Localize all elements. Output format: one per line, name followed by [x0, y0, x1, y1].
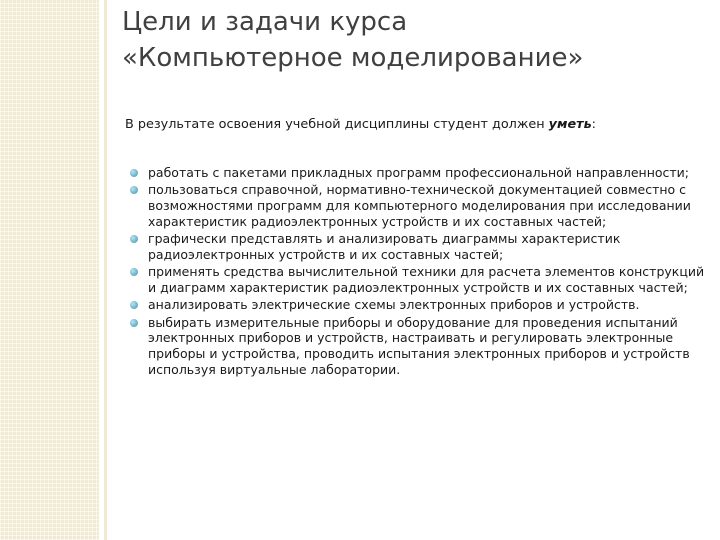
list-item — [130, 182, 705, 229]
list-item — [130, 264, 705, 296]
decorative-side-rule — [104, 0, 107, 540]
decorative-side-band — [0, 0, 99, 540]
list-item-text: выбирать измерительные приборы и оборудование для проведения испытаний электронных приборов и устройств, настраивать и регулировать электронные приборы и устройства, проводить испытания электронных приборов и устройств используя виртуальные лаборатории. — [148, 314, 690, 378]
list-item — [130, 315, 705, 378]
list-item-text: работать с пакетами прикладных программ профессиональной направленности; — [148, 165, 690, 180]
list-item — [130, 231, 705, 263]
bullet-dot-icon — [130, 301, 138, 309]
slide-title — [122, 4, 712, 76]
intro-emphasis: уметь — [548, 117, 592, 132]
list-item — [130, 165, 705, 181]
intro-suffix: : — [591, 117, 596, 132]
list-item-text: пользоваться справочной, нормативно-технической документацией совместно с возможностями программ для компьютерного моделирования при исследовании характеристик радиоэлектронных устройств и их составных частей; — [148, 182, 691, 229]
list-item-text: графически представлять и анализировать диаграммы характеристик радиоэлектронных устройств и их составных частей; — [148, 231, 621, 262]
intro-paragraph — [125, 116, 715, 134]
bullet-dot-icon — [130, 186, 138, 194]
list-item — [130, 297, 705, 313]
bullet-dot-icon — [130, 268, 138, 276]
intro-text: В результате освоения учебной дисциплины студент должен — [125, 117, 549, 132]
list-item-text: анализировать электрические схемы электронных приборов и устройств. — [148, 297, 640, 313]
title-line-2: «Компьютерное моделирование» — [122, 43, 584, 73]
skills-list — [130, 165, 705, 379]
bullet-dot-icon — [130, 319, 138, 327]
title-line-1: Цели и задачи курса — [122, 7, 408, 37]
bullet-dot-icon — [130, 235, 138, 243]
list-item-text: применять средства вычислительной техники для расчета элементов конструкций и диаграмм характеристик радиоэлектронных устройств и их составных частей; — [148, 264, 705, 296]
bullet-dot-icon — [130, 169, 138, 177]
